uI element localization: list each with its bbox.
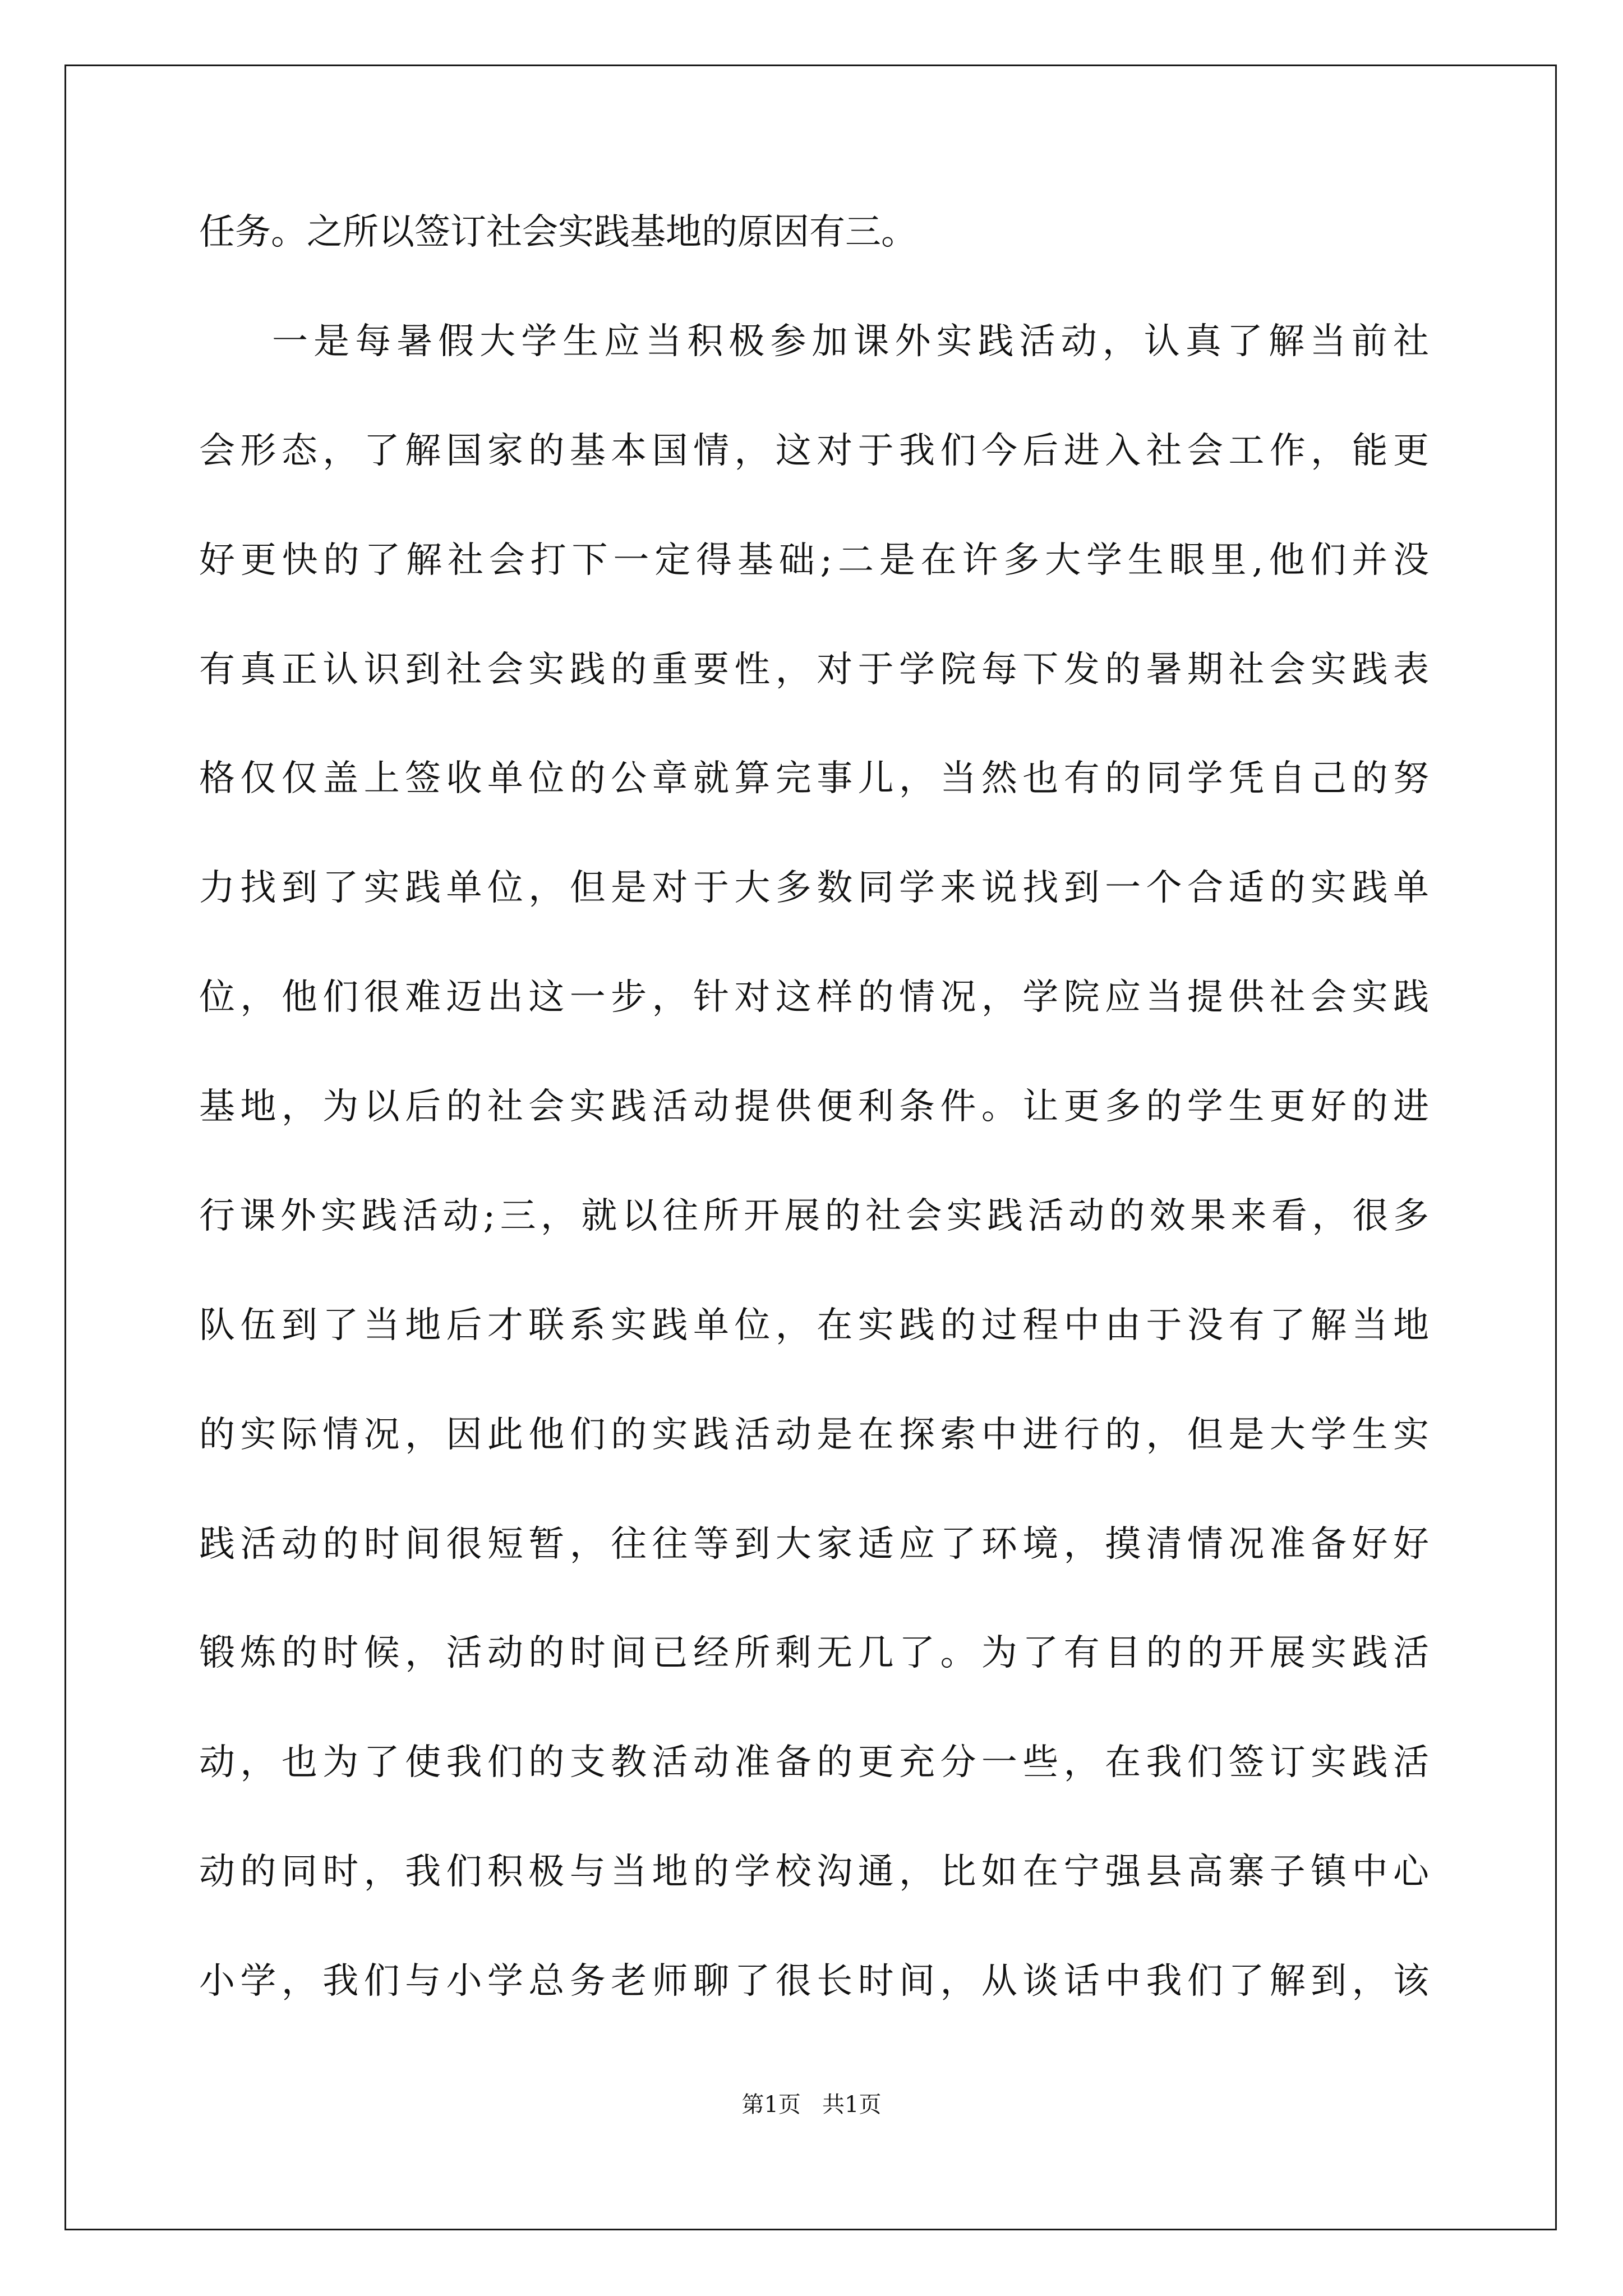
paragraph-line: 小学，我们与小学总务老师聊了很长时间，从谈话中我们了解到，该 <box>199 1961 1429 2002</box>
paragraph-line: 践活动的时间很短暂，往往等到大家适应了环境，摸清情况准备好好 <box>199 1524 1429 1565</box>
paragraph-line: 基地，为以后的社会实践活动提供便利条件。让更多的学生更好的进 <box>199 1086 1429 1128</box>
paragraph-line: 好更快的了解社会打下一定得基础;二是在许多大学生眼里,他们并没 <box>199 540 1429 581</box>
page-border <box>64 65 1557 2230</box>
paragraph-line: 行课外实践活动;三，就以往所开展的社会实践活动的效果来看，很多 <box>199 1195 1429 1237</box>
paragraph-line: 队伍到了当地后才联系实践单位，在实践的过程中由于没有了解当地 <box>199 1305 1429 1346</box>
paragraph-line: 动，也为了使我们的支教活动准备的更充分一些，在我们签订实践活 <box>199 1742 1429 1783</box>
paragraph-line: 位，他们很难迈出这一步，针对这样的情况，学院应当提供社会实践 <box>199 977 1429 1018</box>
page-number-footer: 第1页 共1页 <box>741 2092 882 2118</box>
paragraph-line: 会形态，了解国家的基本国情，这对于我们今后进入社会工作，能更 <box>199 430 1429 472</box>
paragraph-line: 动的同时，我们积极与当地的学校沟通，比如在宁强县高寨子镇中心 <box>199 1851 1429 1893</box>
paragraph-line: 有真正认识到社会实践的重要性，对于学院每下发的暑期社会实践表 <box>199 649 1429 691</box>
paragraph-line: 任务。之所以签订社会实践基地的原因有三。 <box>199 211 917 253</box>
paragraph-line: 格仅仅盖上签收单位的公章就算完事儿，当然也有的同学凭自己的努 <box>199 758 1429 799</box>
paragraph-line: 力找到了实践单位，但是对于大多数同学来说找到一个合适的实践单 <box>199 867 1429 909</box>
paragraph-line: 一是每暑假大学生应当积极参加课外实践活动，认真了解当前社 <box>272 321 1429 362</box>
paragraph-line: 锻炼的时候，活动的时间已经所剩无几了。为了有目的的开展实践活 <box>199 1632 1429 1674</box>
paragraph-line: 的实际情况，因此他们的实践活动是在探索中进行的，但是大学生实 <box>199 1414 1429 1456</box>
